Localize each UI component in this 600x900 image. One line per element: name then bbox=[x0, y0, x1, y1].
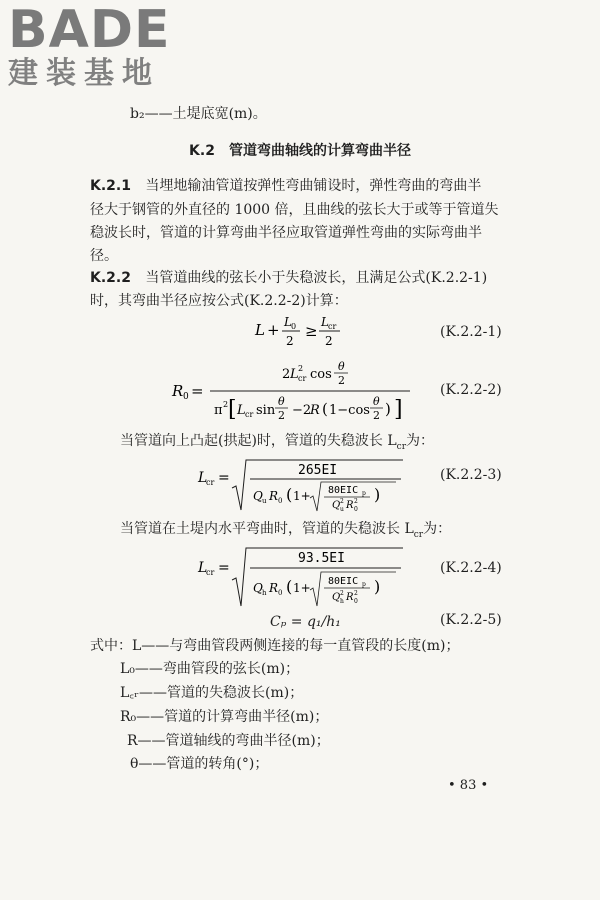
logo-subtext: 建装基地 bbox=[8, 56, 160, 91]
para-k21-line2: 径大于钢管的外直径的 1000 倍，且曲线的弦长大于或等于管道失 bbox=[90, 202, 499, 218]
def-theta: θ——管道的转角(°)； bbox=[130, 756, 269, 772]
eq-num-k2-2-3: (K.2.2-3) bbox=[440, 467, 502, 483]
horizontal-text-end: 为： bbox=[423, 521, 452, 537]
para-upward-buckling bbox=[120, 431, 434, 457]
svg-text:0: 0 bbox=[278, 497, 283, 505]
para-k21-line4: 径。 bbox=[90, 248, 118, 264]
para-k21-line1 bbox=[90, 176, 481, 196]
svg-text:(: ( bbox=[286, 485, 293, 504]
svg-text:+: + bbox=[267, 321, 280, 339]
svg-text:u: u bbox=[340, 506, 344, 513]
svg-text:2: 2 bbox=[340, 498, 344, 505]
formula-k2-2-4 bbox=[198, 546, 418, 614]
svg-text:R: R bbox=[172, 382, 184, 400]
svg-text:0: 0 bbox=[291, 322, 297, 331]
svg-text:L: L bbox=[255, 321, 265, 339]
svg-text:cr: cr bbox=[245, 410, 254, 419]
svg-text:h: h bbox=[340, 598, 344, 605]
svg-text:0: 0 bbox=[354, 506, 358, 513]
svg-text:cr: cr bbox=[328, 322, 337, 331]
clause-num-k21: K.2.1 bbox=[90, 178, 131, 194]
svg-text:2: 2 bbox=[354, 498, 358, 505]
eq-num-k2-2-4: (K.2.2-4) bbox=[440, 560, 502, 576]
formula-k2-2-3 bbox=[198, 458, 418, 518]
svg-text:π: π bbox=[214, 403, 223, 418]
upward-text-end: 为： bbox=[406, 433, 435, 449]
clause-num-k22: K.2.2 bbox=[90, 270, 131, 286]
svg-text:80EIC: 80EIC bbox=[328, 576, 359, 587]
eq-num-k2-2-2: (K.2.2-2) bbox=[440, 382, 502, 398]
svg-text:0: 0 bbox=[183, 392, 189, 402]
para-k21-text1: 当埋地输油管道按弹性弯曲铺设时，弹性弯曲的弯曲半 bbox=[145, 178, 482, 194]
svg-text:R: R bbox=[269, 489, 279, 503]
svg-text:cr: cr bbox=[298, 374, 307, 383]
upward-sub: cr bbox=[396, 441, 407, 452]
logo-text: BADE bbox=[8, 0, 171, 60]
eq-num-k2-2-5: (K.2.2-5) bbox=[440, 612, 502, 628]
para-k22-line2: 时，其弯曲半径应按公式(K.2.2-2)计算： bbox=[90, 293, 348, 309]
svg-text:R: R bbox=[346, 500, 354, 511]
svg-text:=: = bbox=[191, 382, 204, 400]
svg-text:): ) bbox=[374, 485, 381, 504]
svg-text:≥: ≥ bbox=[305, 322, 318, 340]
svg-text:80EIC: 80EIC bbox=[328, 485, 359, 496]
svg-text:(: ( bbox=[286, 577, 293, 596]
svg-text:]: ] bbox=[394, 397, 403, 422]
svg-text:Q: Q bbox=[253, 489, 263, 503]
formula-k2-2-1-svg bbox=[255, 308, 395, 352]
svg-text:L: L bbox=[290, 367, 299, 382]
svg-text:2: 2 bbox=[223, 400, 229, 409]
svg-text:R: R bbox=[346, 592, 354, 603]
def-b2: b₂——土堤底宽(m)。 bbox=[130, 106, 267, 122]
svg-text:p: p bbox=[362, 581, 366, 588]
svg-text:2: 2 bbox=[354, 590, 358, 597]
svg-text:(: ( bbox=[322, 400, 328, 418]
horizontal-text: 当管道在土堤内水平弯曲时，管道的失稳波长 L bbox=[120, 521, 414, 537]
para-k21-line3: 稳波长时，管道的计算弯曲半径应取管道弹性弯曲的实际弯曲半 bbox=[90, 225, 482, 241]
para-k22-line1 bbox=[90, 268, 487, 288]
para-horizontal-buckling bbox=[120, 519, 451, 545]
svg-text:2: 2 bbox=[325, 334, 333, 348]
def-Lcr: L꜀ᵣ——管道的失稳波长(m)； bbox=[120, 685, 304, 701]
svg-text:2: 2 bbox=[373, 409, 380, 422]
svg-text:2: 2 bbox=[338, 374, 345, 387]
svg-text:−2: −2 bbox=[292, 403, 312, 418]
svg-text:h: h bbox=[262, 589, 267, 597]
svg-text:0: 0 bbox=[354, 598, 358, 605]
svg-text:1+: 1+ bbox=[293, 581, 311, 595]
formula-k2-2-5: Cₚ = q₁/h₁ bbox=[270, 614, 341, 630]
svg-text:[: [ bbox=[228, 397, 237, 422]
svg-text:): ) bbox=[385, 400, 391, 418]
formula-k2-2-3-svg bbox=[198, 458, 418, 514]
svg-text:2: 2 bbox=[340, 590, 344, 597]
formula-k2-2-1 bbox=[255, 308, 395, 356]
svg-text:1−cos: 1−cos bbox=[329, 403, 370, 418]
svg-text:1+: 1+ bbox=[293, 489, 311, 503]
svg-text:Q: Q bbox=[253, 581, 263, 595]
svg-text:R: R bbox=[310, 403, 320, 418]
bade-logo bbox=[8, 0, 178, 92]
svg-text:0: 0 bbox=[278, 589, 283, 597]
def-L0: L₀——弯曲管段的弦长(m)； bbox=[120, 661, 300, 677]
svg-text:2: 2 bbox=[286, 334, 294, 348]
svg-text:cr: cr bbox=[206, 568, 215, 577]
eq-num-k2-2-1: (K.2.2-1) bbox=[440, 324, 502, 340]
svg-text:2: 2 bbox=[298, 364, 304, 373]
horizontal-sub: cr bbox=[413, 529, 424, 540]
page-number: • 83 • bbox=[448, 778, 489, 793]
para-k22-text1: 当管道曲线的弦长小于失稳波长，且满足公式(K.2.2-1) bbox=[145, 270, 488, 286]
svg-text:θ: θ bbox=[338, 360, 345, 373]
svg-text:Q: Q bbox=[332, 592, 341, 603]
svg-text:2: 2 bbox=[282, 367, 291, 382]
formula-k2-2-2 bbox=[172, 356, 422, 430]
svg-text:cos: cos bbox=[310, 367, 332, 382]
svg-text:L: L bbox=[237, 403, 246, 418]
svg-text:Q: Q bbox=[332, 500, 341, 511]
svg-text:2: 2 bbox=[278, 409, 285, 422]
svg-text:cr: cr bbox=[206, 478, 215, 487]
formula-k2-2-2-svg bbox=[172, 356, 422, 426]
formula-k2-2-3-numerator: 265EI bbox=[298, 463, 338, 478]
svg-text:θ: θ bbox=[373, 395, 380, 408]
svg-text:=: = bbox=[218, 560, 230, 576]
svg-text:θ: θ bbox=[278, 395, 285, 408]
svg-text:L: L bbox=[198, 560, 208, 576]
def-R: R——管道轴线的弯曲半径(m)； bbox=[127, 733, 330, 749]
svg-text:p: p bbox=[362, 490, 366, 497]
def-L: 式中：L——与弯曲管段两侧连接的每一直管段的长度(m)； bbox=[90, 638, 460, 654]
svg-text:=: = bbox=[218, 470, 230, 486]
upward-text: 当管道向上凸起(拱起)时，管道的失稳波长 L bbox=[120, 433, 397, 449]
svg-text:R: R bbox=[269, 581, 279, 595]
formula-k2-2-4-svg bbox=[198, 546, 418, 610]
svg-text:): ) bbox=[374, 577, 381, 596]
svg-text:L: L bbox=[284, 315, 292, 329]
def-R0: R₀——管道的计算弯曲半径(m)； bbox=[120, 709, 329, 725]
svg-text:L: L bbox=[321, 315, 329, 329]
svg-text:sin: sin bbox=[256, 403, 276, 418]
section-heading: K.2 管道弯曲轴线的计算弯曲半径 bbox=[189, 143, 411, 159]
svg-text:L: L bbox=[198, 470, 208, 486]
svg-text:u: u bbox=[262, 497, 267, 505]
formula-k2-2-4-numerator: 93.5EI bbox=[298, 551, 345, 566]
